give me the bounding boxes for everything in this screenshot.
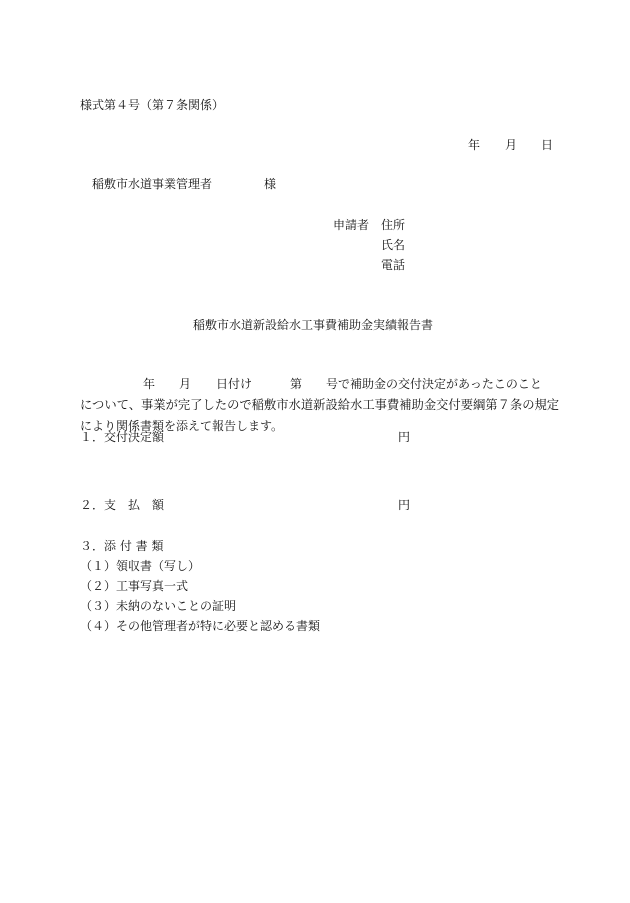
item-label: １．交付決定額 <box>80 430 165 444</box>
attachment-item: （１）領収書（写し） <box>80 559 201 573</box>
item-unit: 円 <box>398 430 411 444</box>
applicant-phone-label: 電話 <box>381 258 406 272</box>
body-line3: により関係書類を添えて報告します。 <box>80 419 284 433</box>
date-month: 月 <box>505 138 518 152</box>
form-number: 様式第４号（第７条関係） <box>80 98 225 112</box>
body-dated: 日付け <box>216 377 253 391</box>
body-line1-text: 号で補助金の交付決定があったこのこと <box>326 377 542 391</box>
applicant-address-label: 住所 <box>381 218 406 232</box>
addressee-honorific: 様 <box>264 177 277 191</box>
date-day: 日 <box>541 138 554 152</box>
body-no-prefix: 第 <box>290 377 303 391</box>
attachments-heading: ３．添 付 書 類 <box>80 539 164 553</box>
item-unit: 円 <box>398 498 411 512</box>
date-year: 年 <box>468 138 481 152</box>
body-month: 月 <box>179 377 192 391</box>
applicant-label: 申請者 <box>333 218 370 232</box>
item-label: ２．支 払 額 <box>80 498 165 512</box>
addressee-name: 稲敷市水道事業管理者 <box>92 177 213 191</box>
body-line2: について、事業が完了したので稲敷市水道新設給水工事費補助金交付要綱第７条の規定 <box>80 398 560 412</box>
body-year: 年 <box>143 377 156 391</box>
attachment-item: （３）未納のないことの証明 <box>80 599 237 613</box>
applicant-name-label: 氏名 <box>381 238 406 252</box>
document-title: 稲敷市水道新設給水工事費補助金実績報告書 <box>193 318 434 332</box>
attachment-item: （４）その他管理者が特に必要と認める書類 <box>80 619 321 633</box>
attachment-item: （２）工事写真一式 <box>80 579 189 593</box>
